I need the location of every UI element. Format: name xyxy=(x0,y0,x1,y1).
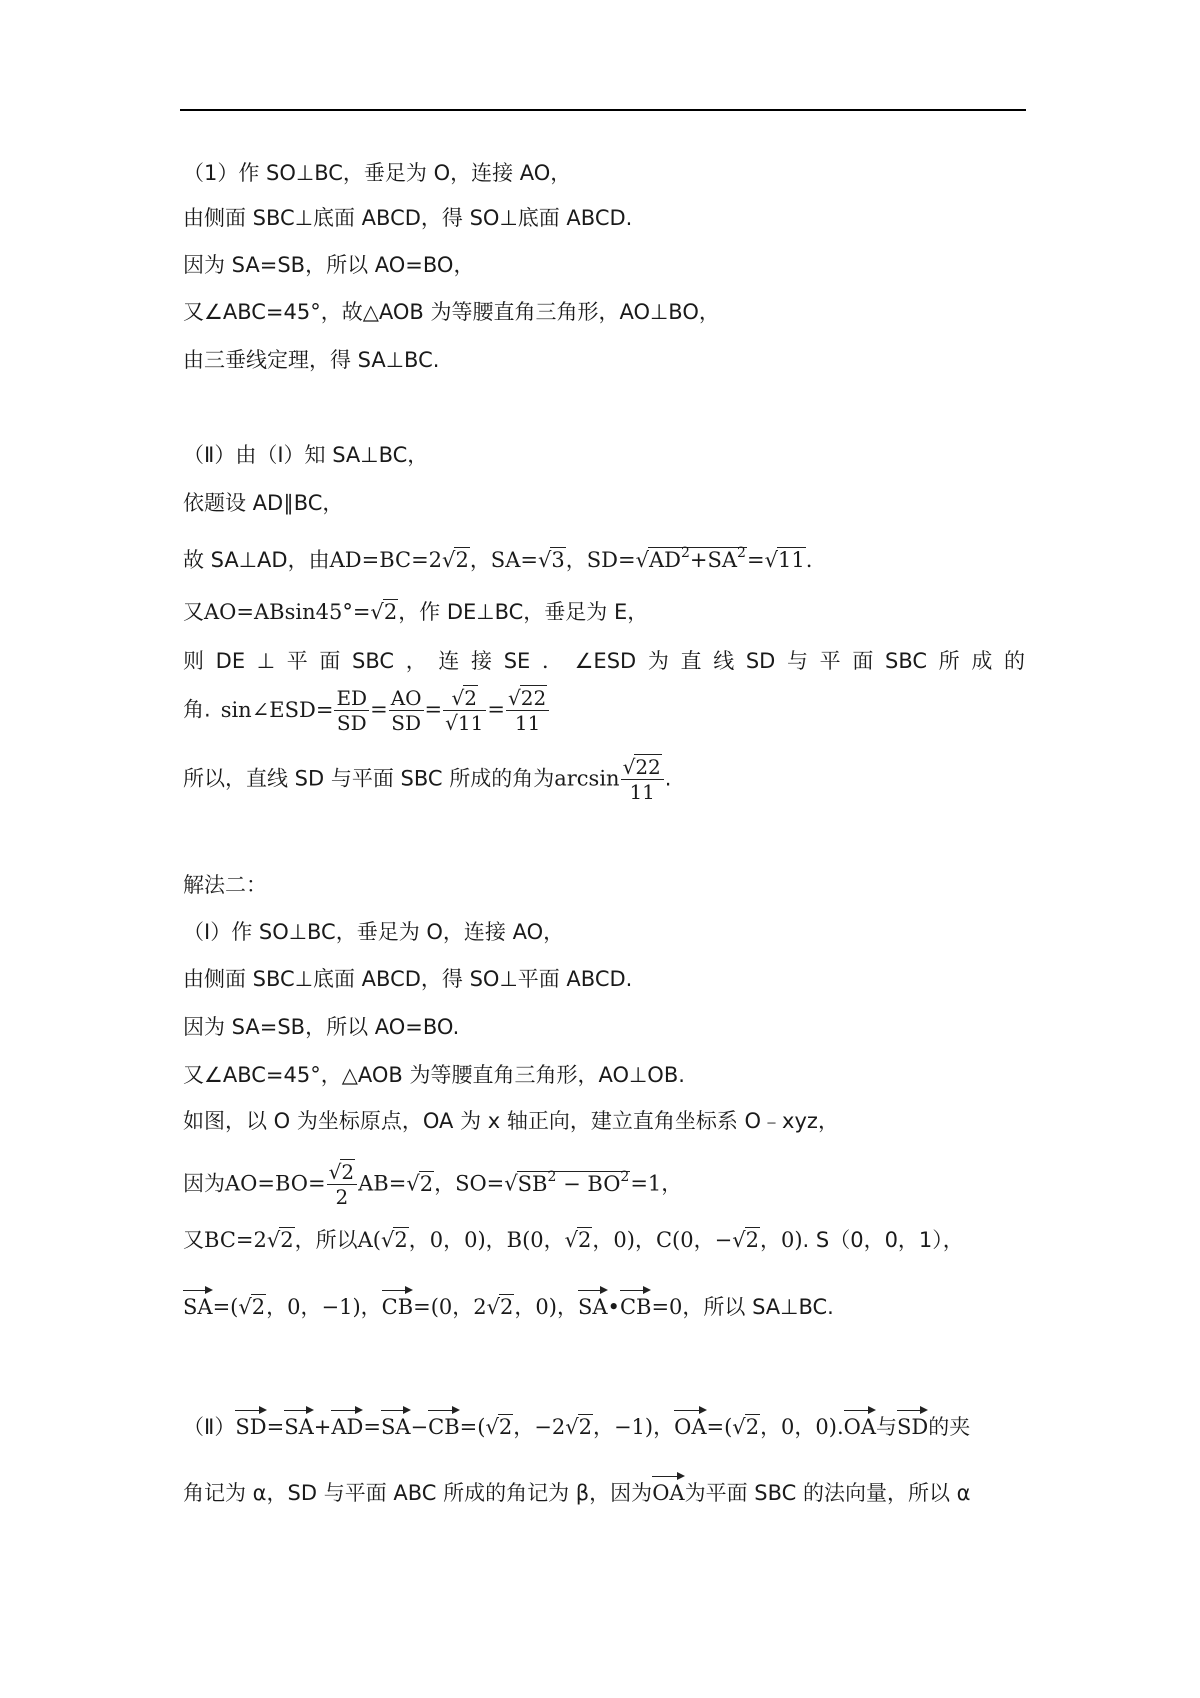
formula-line-arcsin: 所以，直线 SD 与平面 SBC 所成的角为arcsin $\frac{√22}{11}$ . xyxy=(183,755,672,804)
formula-line-vectors: SA=(√2，0，−1)，CB=(0，2√2，0)，SA•CB=0，所以 SA⊥BC. xyxy=(183,1286,834,1322)
justified-line: 则 DE ⊥ 平 面 SBC ， 连 接 SE ． ∠ESD 为 直 线 SD 与 平 面 SBC 所 成 的 xyxy=(183,649,1025,673)
text-line-angle: 角记为 α，SD 与平面 ABC 所成的角记为 β，因为OA为平面 SBC 的法向量，所以 α xyxy=(183,1472,970,1508)
text-line: 由侧面 SBC⊥底面 ABCD，得 SO⊥底面 ABCD. xyxy=(183,206,633,230)
text-line: （Ⅰ）作 SO⊥BC，垂足为 O，连接 AO， xyxy=(183,920,565,944)
text-line: 由侧面 SBC⊥底面 ABCD，得 SO⊥平面 ABCD. xyxy=(183,967,633,991)
text-line: 如图，以 O 为坐标原点，OA 为 x 轴正向，建立直角坐标系 O﹣xyz， xyxy=(183,1109,839,1133)
text-line: 由三垂线定理，得 SA⊥BC. xyxy=(183,348,440,372)
formula-line-coords: 又BC=2√2，所以A(√2，0，0)，B(0，√2，0)，C(0，−√2，0). S（0，0，1）， xyxy=(183,1228,964,1252)
header-rule xyxy=(180,109,1026,111)
formula-line-sin: 角. sin∠ESD= $\frac{ED}{SD}$ = $\frac{AO}{SD}$ = $\frac{√2}{√11}$ = $\frac{√22}{11}$ xyxy=(183,686,550,735)
text-line: 又∠ABC=45°，故△AOB 为等腰直角三角形，AO⊥BO， xyxy=(183,300,720,324)
formula-line-so: 因为AO=BO= $\frac{√2}{2}$ AB=√2，$SO=√SB^2 - BO^2=1$， xyxy=(183,1160,683,1209)
text-line: 因为 SA=SB，所以 AO=BO. xyxy=(183,1015,460,1039)
text-line: 依题设 AD∥BC， xyxy=(183,491,344,515)
formula-line-sd: 故 SA⊥AD，由AD=BC=2√2，SA=√3，$SD=√AD^2+SA^2=√11$. xyxy=(183,545,813,572)
text-line: 因为 SA=SB，所以 AO=BO， xyxy=(183,253,475,277)
text-line: （Ⅱ）由（Ⅰ）知 SA⊥BC， xyxy=(183,443,429,467)
formula-line-sd-vector: （Ⅱ）SD=SA+AD=SA−CB=(√2，−2√2，−1)，OA=(√2，0，0).OA与SD的夹 xyxy=(183,1406,970,1442)
text-line: 又∠ABC=45°，△AOB 为等腰直角三角形，AO⊥OB. xyxy=(183,1063,685,1087)
text-line: （1）作 SO⊥BC，垂足为 O，连接 AO， xyxy=(183,161,572,185)
formula-line-ao: 又AO=ABsin45°=√2，作 DE⊥BC，垂足为 E， xyxy=(183,600,649,624)
section-heading: 解法二： xyxy=(183,873,267,897)
